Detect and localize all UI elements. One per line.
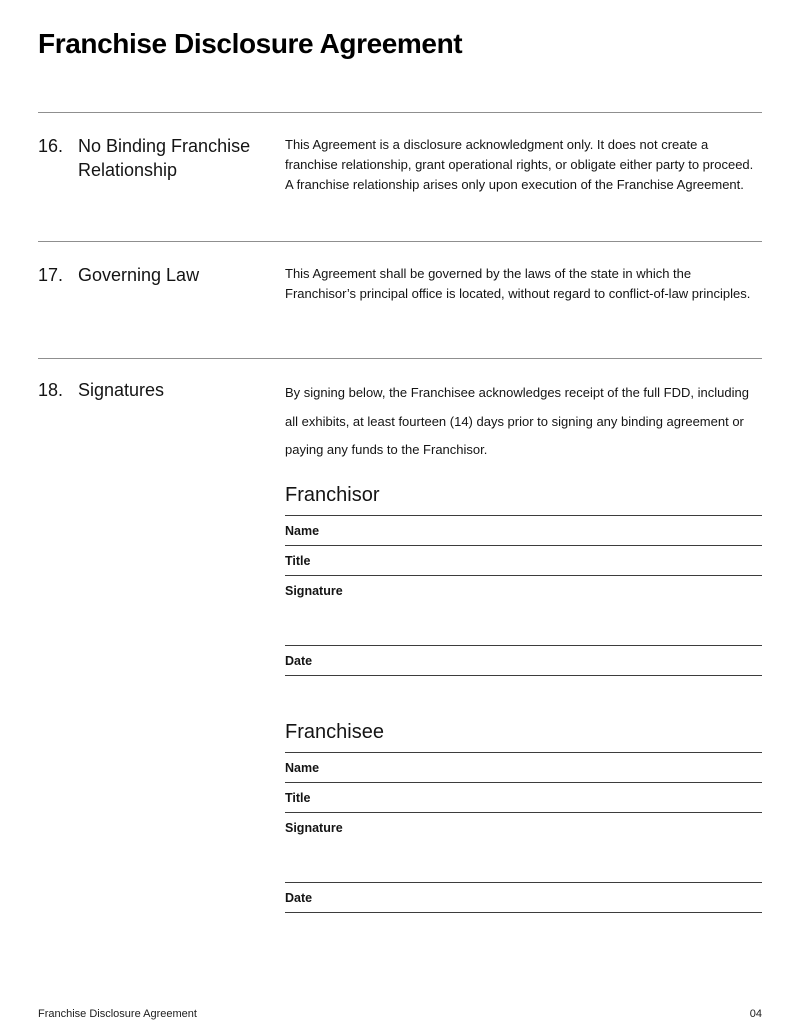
franchisor-signature-block xyxy=(285,483,762,676)
section-number: 16. xyxy=(38,136,64,157)
section-17-governing-law xyxy=(38,241,762,358)
signature-block-heading: Franchisor xyxy=(285,483,380,506)
section-number: 18. xyxy=(38,380,64,401)
name-field-label: Name xyxy=(285,523,320,538)
page-title: Franchise Disclosure Agreement xyxy=(38,28,463,59)
section-body-column xyxy=(285,135,762,195)
section-body-text: This Agreement is a disclosure acknowledgment only. It does not create a franchise relationship, grant operational rights, or obligate either party to proceed. A franchise relationship arises only upon execution of the Franchise Agreement. xyxy=(285,137,754,193)
signature-block-heading: Franchisee xyxy=(285,720,384,743)
date-field-label: Date xyxy=(285,653,313,668)
title-field-label: Title xyxy=(285,790,311,805)
franchisee-signature-block xyxy=(285,720,762,913)
date-field-row xyxy=(285,882,762,912)
signature-field-row xyxy=(285,812,762,882)
section-18-signatures xyxy=(38,358,762,913)
section-body-text: By signing below, the Franchisee acknowledges receipt of the full FDD, including all exhibits, at least fourteen (14) days prior to signing any binding agreement or paying any funds to the Franchisor. xyxy=(285,385,749,458)
section-heading: No Binding Franchise Relationship xyxy=(78,136,251,181)
section-16-no-binding-franchise-relationship xyxy=(38,112,762,241)
section-heading: Governing Law xyxy=(78,265,200,286)
signature-field-row xyxy=(285,575,762,645)
name-field-label: Name xyxy=(285,760,320,775)
title-field-row xyxy=(285,545,762,575)
section-number: 17. xyxy=(38,265,64,286)
section-body-column xyxy=(285,379,762,913)
footer-document-title: Franchise Disclosure Agreement xyxy=(38,1008,197,1020)
section-body-text: This Agreement shall be governed by the laws of the state in which the Franchisor’s principal office is located, without regard to conflict-of-law principles. xyxy=(285,266,751,302)
title-field-row xyxy=(285,782,762,812)
name-field-row xyxy=(285,515,762,545)
signature-field-label: Signature xyxy=(285,583,343,598)
name-field-row xyxy=(285,752,762,782)
date-field-label: Date xyxy=(285,890,313,905)
sections-list xyxy=(38,112,762,913)
title-field-label: Title xyxy=(285,553,311,568)
section-body-column xyxy=(285,264,762,304)
page-footer xyxy=(38,1008,762,1021)
section-heading: Signatures xyxy=(78,380,165,401)
date-field-row xyxy=(285,645,762,675)
signature-field-label: Signature xyxy=(285,820,343,835)
footer-page-number: 04 xyxy=(749,1008,762,1020)
